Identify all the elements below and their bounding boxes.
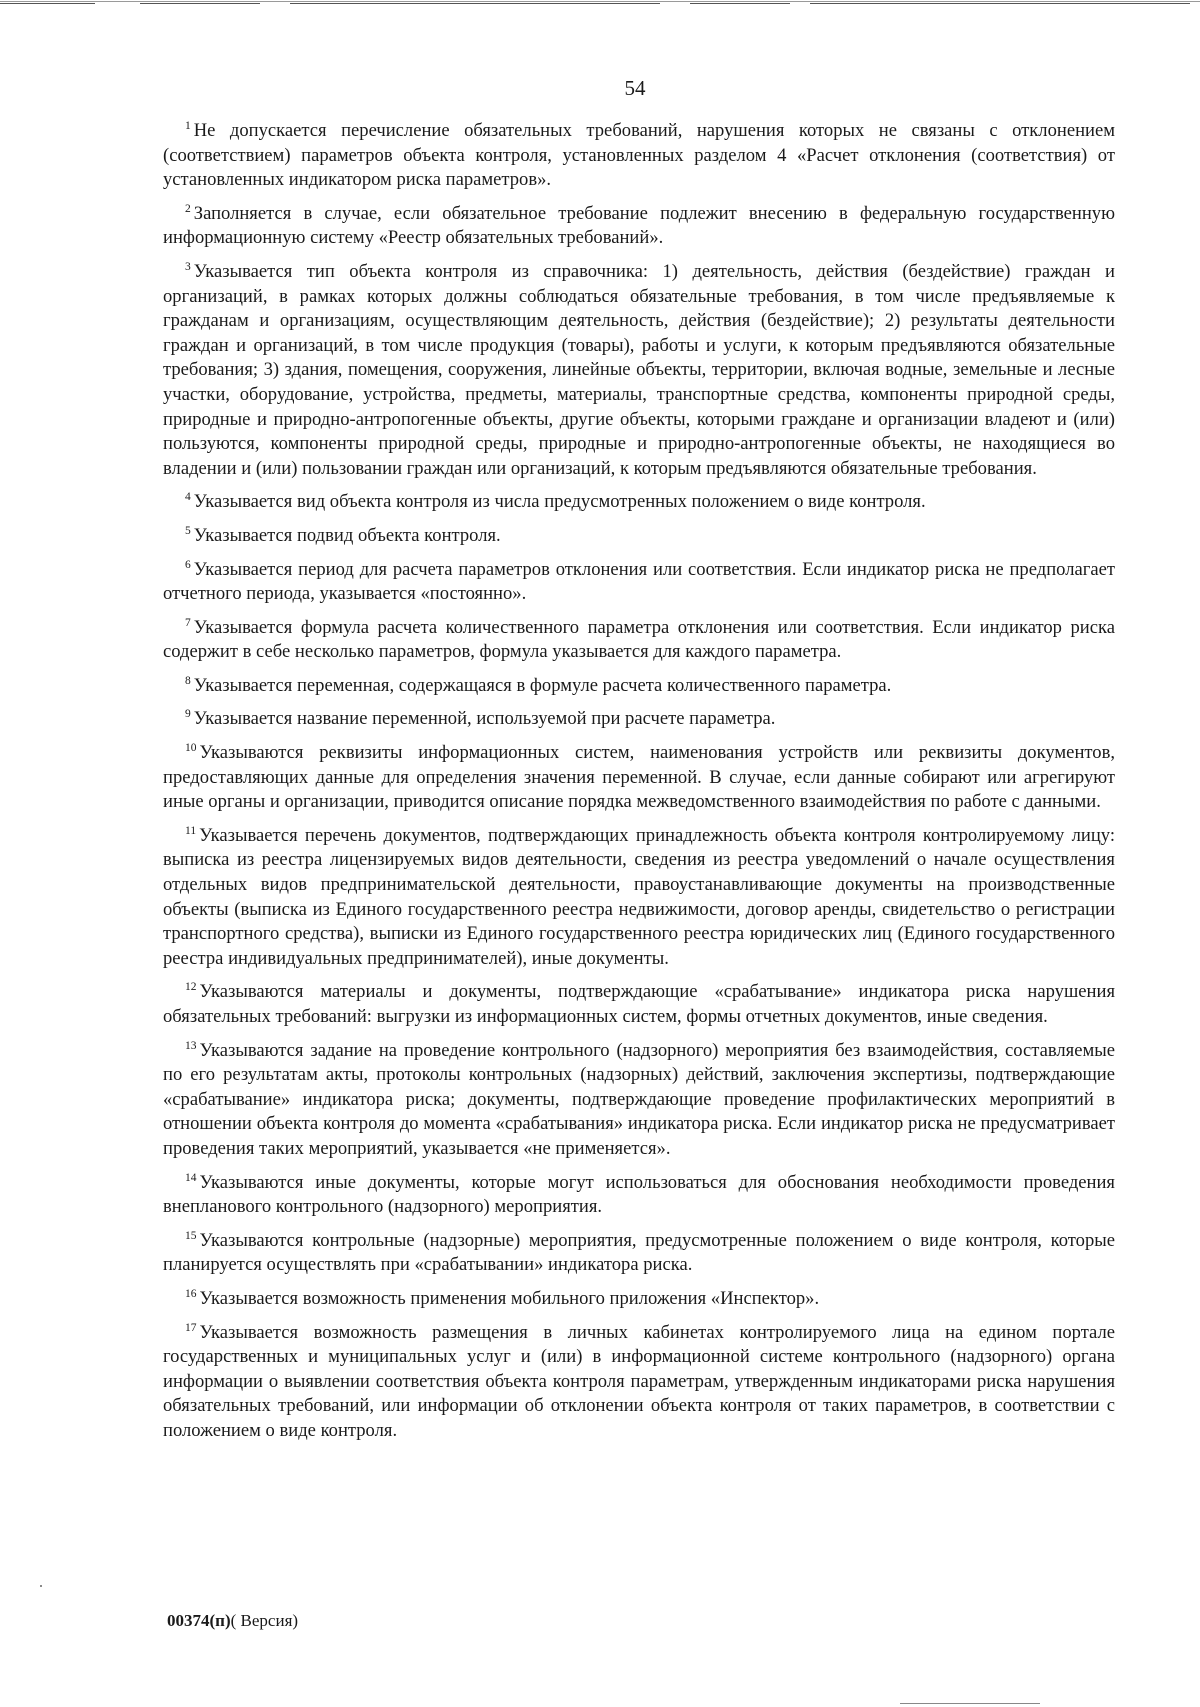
footnote — [163, 558, 1115, 607]
footnote-text: Указываются задание на проведение контрольного (надзорного) мероприятия без взаимодействия, составляемые по его результатам акты, протоколы контрольных (надзорных) действий, заключения экспертизы, подтверждающие «срабатывание» индикатора риска; документы, подтверждающие проведение профилактических мероприятий в отношении объекта контроля до момента «срабатывания» индикатора риска. Если индикатор риска не предусматривает проведения таких мероприятий, указывается «не применяется». — [163, 1039, 1115, 1159]
footnote-text: Указывается возможность применения мобильного приложения «Инспектор». — [199, 1287, 820, 1309]
scan-speck — [40, 1585, 42, 1587]
footnote-text: Указывается перечень документов, подтверждающих принадлежность объекта контроля контролируемому лицу: выписка из реестра лицензируемых видов деятельности, сведения из реестра уведомлений о начале осуществления отдельных видов предпринимательской деятельности, правоустанавливающие документы на производственные объекты (выписка из Единого государственного реестра недвижимости, договор аренды, свидетельство о регистрации транспортного средства), выписки из Единого государственного реестра юридических лиц (Единого государственного реестра индивидуальных предпринимателей), иные документы. — [163, 824, 1115, 969]
footnote — [163, 1287, 1115, 1312]
footnote-text: Заполняется в случае, если обязательное требование подлежит внесению в федеральную государственную информационную систему «Реестр обязательных требований». — [163, 202, 1115, 249]
footnote-text: Не допускается перечисление обязательных требований, нарушения которых не связаны с отклонением (соответствием) параметров объекта контроля, установленных разделом 4 «Расчет отклонения (соответствия) от установленных индикатором риска параметров». — [163, 120, 1115, 191]
footnote-mark: 2 — [185, 202, 191, 215]
document-version: ( Версия) — [230, 1611, 299, 1630]
scan-edge-line — [0, 3, 95, 4]
footnote — [163, 616, 1115, 665]
footnote-text: Указывается период для расчета параметров отклонения или соответствия. Если индикатор риска не предполагает отчетного периода, указывается «постоянно». — [163, 558, 1115, 605]
footnote-text: Указываются иные документы, которые могут использоваться для обоснования необходимости проведения внепланового контрольного (надзорного) мероприятия. — [163, 1171, 1115, 1218]
footnote-mark: 3 — [185, 260, 191, 273]
footnote-text: Указываются реквизиты информационных систем, наименования устройств или реквизиты документов, предоставляющих данные для определения значения переменной. В случае, если данные собирают или агрегируют иные органы и организации, приводится описание порядка межведомственного взаимодействия по работе с данными. — [163, 742, 1115, 813]
footnote-mark: 8 — [185, 674, 191, 687]
footnote — [163, 524, 1115, 549]
footnote — [163, 1229, 1115, 1278]
footnote — [163, 741, 1115, 815]
footnote — [163, 980, 1115, 1029]
footnote-mark: 9 — [185, 708, 191, 721]
footnote-text: Указывается формула расчета количественного параметра отклонения или соответствия. Если индикатор риска содержит в себе несколько параметров, формула указывается для каждого параметра. — [163, 616, 1115, 663]
footnote-mark: 7 — [185, 616, 191, 629]
footnote-mark: 6 — [185, 558, 191, 571]
document-code-number: 00374(п) — [167, 1611, 231, 1630]
footnote-mark: 12 — [185, 981, 197, 994]
footnote-mark: 1 — [185, 120, 191, 132]
scan-edge-line — [0, 1, 1200, 2]
footnotes-list — [163, 119, 1115, 1453]
scan-edge-line — [140, 3, 260, 4]
footnote — [163, 202, 1115, 251]
footnote-text: Указывается название переменной, используемой при расчете параметра. — [193, 708, 776, 730]
footnote — [163, 674, 1115, 699]
footnote — [163, 1321, 1115, 1444]
scan-edge-line — [900, 1703, 1040, 1704]
footnote-text: Указываются материалы и документы, подтверждающие «срабатывание» индикатора риска нарушения обязательных требований: выгрузки из информационных систем, формы отчетных документов, иные сведения. — [163, 981, 1115, 1027]
page-number: 54 — [624, 76, 646, 100]
footnote-mark: 4 — [185, 491, 191, 504]
footnote — [163, 490, 1115, 515]
footnote-mark: 10 — [185, 742, 197, 755]
footnote-text: Указывается тип объекта контроля из справочника: 1) деятельность, действия (бездействие) граждан и организаций, в рамках которых должны соблюдаться обязательные требования, в том числе предъявляемые к гражданам и организациям, осуществляющим деятельность, действия (бездействие); 2) результаты деятельности граждан и организаций, в том числе продукция (товары), работы и услуги, к которым предъявляются обязательные требования; 3) здания, помещения, сооружения, линейные объекты, территории, включая водные, земельные и лесные участки, оборудование, устройства, предметы, материалы, транспортные средства, компоненты природной среды, природные и природно-антропогенные объекты, другие объекты, которыми граждане и организации владеют и (или) пользуются, компоненты природной среды, природные и природно-антропогенные объекты, не находящиеся во владении и (или) пользовании граждан или организаций, к которым предъявляются обязательные требования. — [163, 260, 1115, 479]
footnote-mark: 5 — [185, 524, 191, 537]
footnote-text: Указывается подвид объекта контроля. — [193, 524, 501, 546]
footnote-mark: 11 — [185, 824, 197, 837]
footnote — [163, 824, 1115, 972]
footnote-text: Указывается переменная, содержащаяся в формуле расчета количественного параметра. — [193, 674, 892, 696]
footnote-text: Указывается вид объекта контроля из числа предусмотренных положением о виде контроля. — [193, 491, 926, 513]
document-code — [167, 1611, 298, 1631]
footnote-text: Указывается возможность размещения в личных кабинетах контролируемого лица на едином портале государственных и муниципальных услуг и (или) в информационной системе контрольного (надзорного) органа информации о выявлении соответствия объекта контроля параметрам, утвержденным индикаторами риска нарушения обязательных требований, или информации об отклонении объекта контроля от таких параметров, в соответствии с положением о виде контроля. — [163, 1321, 1115, 1441]
footnote-mark: 13 — [185, 1039, 197, 1052]
footnote-mark: 15 — [185, 1229, 197, 1242]
footnote — [163, 119, 1115, 193]
footnote-text: Указываются контрольные (надзорные) мероприятия, предусмотренные положением о виде контроля, которые планируется осуществлять при «срабатывании» индикатора риска. — [163, 1229, 1115, 1276]
footnote-mark: 14 — [185, 1171, 197, 1184]
scan-edge-line — [690, 3, 790, 4]
footnote-mark: 17 — [185, 1321, 197, 1334]
scan-edge-line — [290, 3, 660, 4]
footnote — [163, 1171, 1115, 1220]
footnote — [163, 707, 1115, 732]
footnote — [163, 1039, 1115, 1162]
footnote — [163, 260, 1115, 481]
footnote-mark: 16 — [185, 1287, 197, 1300]
scan-edge-line — [810, 3, 1190, 4]
